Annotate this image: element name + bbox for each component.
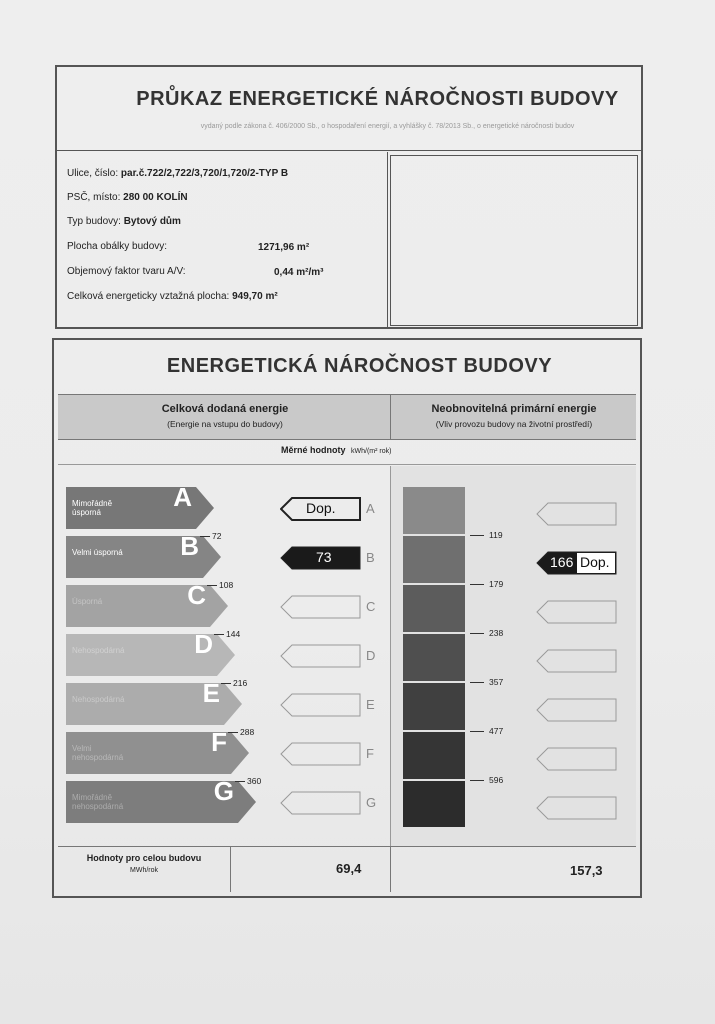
factor-label: Objemový faktor tvaru A/V: xyxy=(67,266,186,277)
class-arrow-a xyxy=(66,482,216,529)
right-threshold-value: 179 xyxy=(489,579,504,589)
building-primary-value: 166 xyxy=(550,554,574,570)
threshold-line xyxy=(470,731,484,732)
threshold-line xyxy=(470,780,484,781)
rating-title: ENERGETICKÁ NÁROČNOST BUDOVY xyxy=(166,355,553,377)
right-reference-label: Dop. xyxy=(580,554,610,570)
row-letter: E xyxy=(366,697,375,712)
row-letter: F xyxy=(366,746,374,761)
footer-divider xyxy=(390,846,391,892)
type-row xyxy=(67,216,181,227)
unit-text: kWh/(m² rok) xyxy=(351,448,392,455)
row-letter: C xyxy=(366,599,376,614)
left-threshold-value: 360 xyxy=(247,776,262,786)
primary-energy-bar-d xyxy=(403,634,465,681)
right-column-heading: Neobnovitelná primární energie xyxy=(431,403,597,415)
floor-row xyxy=(67,291,278,302)
primary-energy-bar-a xyxy=(403,487,465,534)
left-threshold-value: 108 xyxy=(219,580,234,590)
left-threshold-value: 72 xyxy=(212,531,222,541)
right-indicator-g xyxy=(536,796,616,820)
class-letter: F xyxy=(211,727,227,757)
threshold-line xyxy=(470,682,484,683)
class-label: Úsporná xyxy=(72,597,103,606)
right-indicator-d xyxy=(536,649,616,673)
primary-energy-bar-g xyxy=(403,781,465,827)
left-column-heading: Celková dodaná energie xyxy=(161,403,289,415)
right-indicator-c xyxy=(536,600,616,624)
threshold-line xyxy=(470,633,484,634)
right-threshold-value: 477 xyxy=(489,726,504,736)
indicator-d xyxy=(280,644,360,668)
left-threshold-value: 216 xyxy=(233,678,248,688)
area-label: Plocha obálky budovy: xyxy=(67,241,168,252)
class-label: Mimořádně nehospodárná xyxy=(72,793,124,811)
class-label: Mimořádně úsporná xyxy=(72,499,113,517)
floor-label: Celková energeticky vztažná plocha: xyxy=(67,291,230,302)
left-threshold-value: 288 xyxy=(240,727,255,737)
class-label: Nehospodárná xyxy=(72,646,125,655)
area-value: 1271,96 m² xyxy=(258,242,310,253)
class-label: Nehospodárná xyxy=(72,695,125,704)
footer-label: Hodnoty pro celou budovu xyxy=(86,853,202,863)
threshold-line xyxy=(221,683,231,684)
street-row xyxy=(67,168,288,179)
class-letter: D xyxy=(194,629,213,659)
type-value: Bytový dům xyxy=(123,216,181,227)
photo-placeholder xyxy=(390,155,638,326)
unit-label-text: Měrné hodnoty xyxy=(281,445,346,455)
left-column-subheading: (Energie na vstupu do budovy) xyxy=(167,419,283,429)
right-threshold-value: 596 xyxy=(489,775,504,785)
threshold-line xyxy=(470,584,484,585)
footer-right-value: 157,3 xyxy=(570,863,603,878)
class-letter: C xyxy=(187,580,206,610)
threshold-line xyxy=(228,732,238,733)
footer-left-value: 69,4 xyxy=(336,861,362,876)
indicator-c xyxy=(280,595,360,619)
right-indicator-b xyxy=(536,551,616,575)
indicator-b xyxy=(280,546,360,570)
street-label: Ulice, číslo: xyxy=(67,168,119,179)
class-letter: B xyxy=(180,531,199,561)
row-letter: A xyxy=(366,501,375,516)
factor-value: 0,44 m²/m³ xyxy=(274,267,324,278)
class-letter: A xyxy=(173,482,192,512)
right-indicator-a xyxy=(536,502,616,526)
right-indicator-f xyxy=(536,747,616,771)
reference-label: Dop. xyxy=(306,500,336,516)
column-header-band xyxy=(58,394,636,440)
class-arrow-b xyxy=(66,531,223,578)
divider xyxy=(57,150,641,151)
document-title: PRŮKAZ ENERGETICKÉ NÁROČNOSTI BUDOVY xyxy=(136,88,619,110)
column-header-divider xyxy=(390,394,391,440)
primary-energy-bar-e xyxy=(403,683,465,730)
indicator-a xyxy=(280,497,360,521)
class-label: Velmi nehospodárná xyxy=(72,744,124,762)
threshold-line xyxy=(207,585,217,586)
threshold-line xyxy=(235,781,245,782)
indicator-e xyxy=(280,693,360,717)
threshold-line xyxy=(200,536,210,537)
chart-divider xyxy=(390,466,391,848)
building-value: 73 xyxy=(316,549,332,565)
psc-row xyxy=(67,192,188,203)
row-letter: G xyxy=(366,795,377,810)
class-letter: G xyxy=(213,776,234,806)
type-label: Typ budovy: xyxy=(67,216,121,227)
psc-label: PSČ, místo: xyxy=(67,192,121,203)
class-label: Velmi úsporná xyxy=(72,548,123,557)
footer-divider xyxy=(230,846,231,892)
street-value: par.č.722/2,722/3,720/1,720/2-TYP B xyxy=(120,168,289,179)
primary-energy-bar-f xyxy=(403,732,465,779)
document-subtitle: vydaný podle zákona č. 406/2000 Sb., o hospodaření energií, a vyhlášky č. 78/2013 Sb., o energetické náročnosti budov xyxy=(200,123,575,130)
right-column-subheading: (Vliv provozu budovy na životní prostředí) xyxy=(435,419,593,429)
row-letter: B xyxy=(366,550,375,565)
psc-value: 280 00 KOLÍN xyxy=(123,192,188,203)
class-letter: E xyxy=(202,678,220,708)
divider xyxy=(387,152,388,327)
threshold-line xyxy=(214,634,224,635)
left-threshold-value: 144 xyxy=(226,629,241,639)
floor-value: 949,70 m² xyxy=(232,291,278,302)
footer-unit: MWh/rok xyxy=(130,867,158,874)
threshold-line xyxy=(470,535,484,536)
indicator-f xyxy=(280,742,360,766)
right-threshold-value: 119 xyxy=(489,530,503,540)
right-indicator-e xyxy=(536,698,616,722)
indicator-g xyxy=(280,791,360,815)
row-letter: D xyxy=(366,648,376,663)
right-threshold-value: 357 xyxy=(489,677,504,687)
primary-energy-bar-c xyxy=(403,585,465,632)
unit-label xyxy=(281,445,391,455)
primary-energy-bar-b xyxy=(403,536,465,583)
right-threshold-value: 238 xyxy=(489,628,504,638)
